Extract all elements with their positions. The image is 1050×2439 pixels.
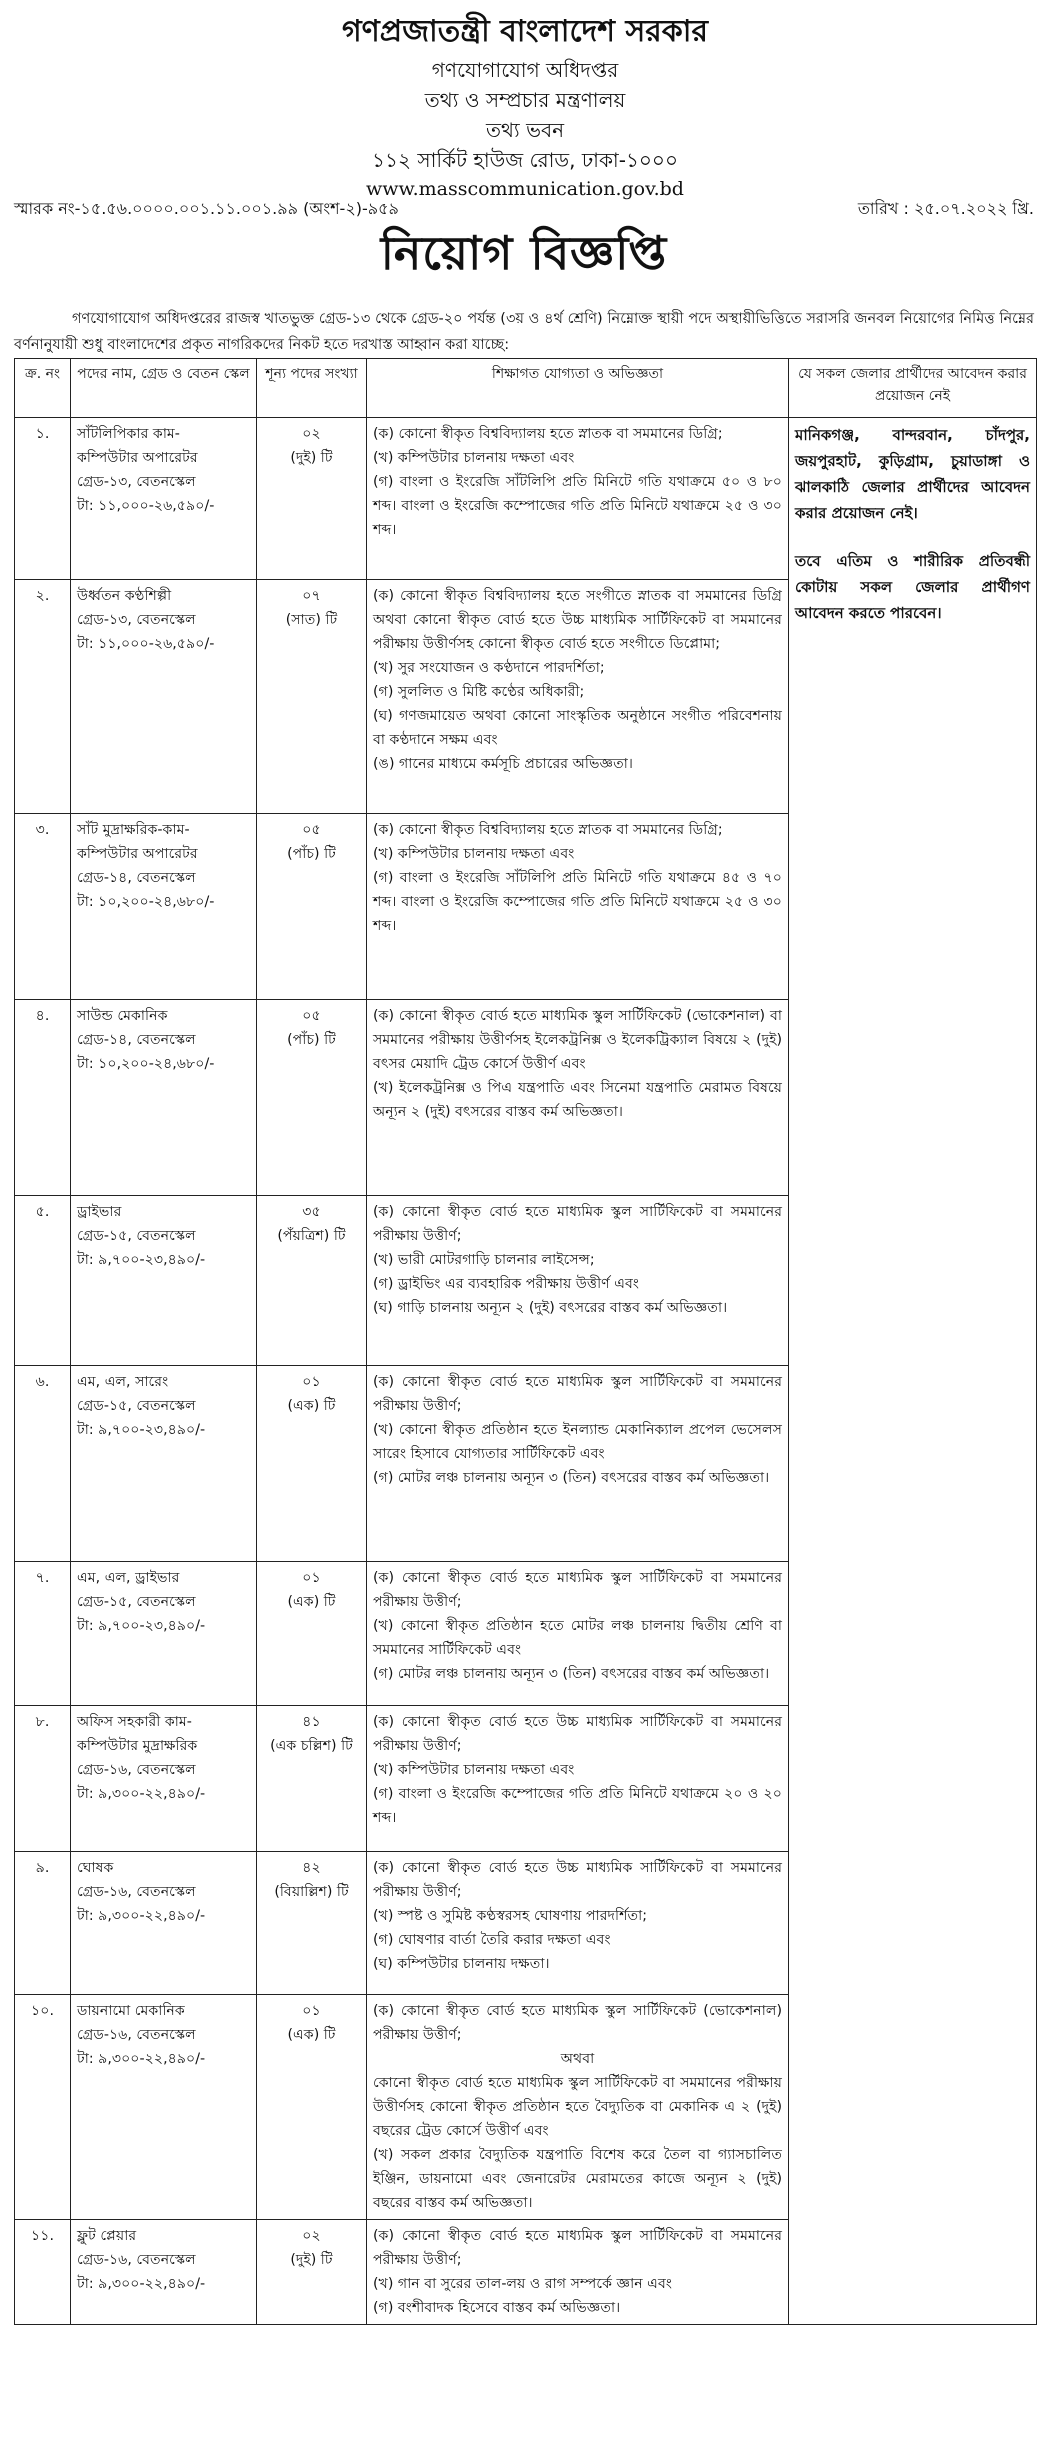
vacancy-count: ০৫: [302, 822, 321, 838]
qualification-item: (ক) কোনো স্বীকৃত বিশ্ববিদ্যালয় হতে স্নাতক বা সমমানের ডিগ্রি;: [373, 426, 723, 442]
row-vacancy: [257, 1995, 367, 2220]
qualification-item: (গ) বাংলা ও ইংরেজি কম্পোজের গতি প্রতি মিনিটে যথাক্রমে ২০ ও ২০ শব্দ।: [373, 1786, 782, 1826]
vacancy-count-words: (এক) টি: [287, 2027, 336, 2043]
post-line: এম, এল, সারেং: [77, 1374, 169, 1390]
row-qualification: [367, 1852, 789, 1995]
vacancy-count: ০২: [302, 426, 321, 442]
qualification-item: (খ) সকল প্রকার বৈদ্যুতিক যন্ত্রপাতি বিশেষ করে তৈল বা গ্যাসচালিত ইঞ্জিন, ডায়নামো এবং জেনারেটর মেরামতের কাজে অন্যূন ২ (দুই) বছরের বাস্তব কর্ম অভিজ্ঞতা।: [373, 2147, 782, 2211]
qualification-item: (ক) কোনো স্বীকৃত বোর্ড হতে মাধ্যমিক স্কুল সার্টিফিকেট বা সমমানের পরীক্ষায় উত্তীর্ণ;: [373, 1204, 782, 1244]
post-line: ঘোষক: [77, 1860, 114, 1876]
post-line: টা: ৯,৭০০-২৩,৪৯০/-: [77, 1252, 206, 1268]
row-vacancy: [257, 1196, 367, 1366]
vacancy-count: ০৭: [302, 588, 321, 604]
row-serial: ৪.: [15, 1000, 71, 1196]
vacancy-count-words: (দুই) টি: [290, 450, 333, 466]
post-line: টা: ১০,২০০-২৪,৬৮০/-: [77, 1056, 215, 1072]
qualification-item: (খ) কোনো স্বীকৃত প্রতিষ্ঠান হতে মোটর লঞ্চ চালনায় দ্বিতীয় শ্রেণি বা সমমানের সার্টিফিকেট এবং: [373, 1618, 782, 1658]
qualification-item: (ক) কোনো স্বীকৃত বোর্ড হতে মাধ্যমিক স্কুল সার্টিফিকেট বা সমমানের পরীক্ষায় উত্তীর্ণ;: [373, 1570, 782, 1610]
post-line: এম, এল, ড্রাইভার: [77, 1570, 180, 1586]
post-line: গ্রেড-১৬, বেতনস্কেল: [77, 1884, 196, 1900]
vacancy-count-words: (এক) টি: [287, 1594, 336, 1610]
vacancy-count-words: (বিয়াল্লিশ) টি: [274, 1884, 349, 1900]
qualification-item: (গ) ঘোষণার বার্তা তৈরি করার দক্ষতা এবং: [373, 1932, 611, 1948]
post-line: টা: ৯,৩০০-২২,৪৯০/-: [77, 2051, 206, 2067]
row-serial: ২.: [15, 580, 71, 814]
qualification-item: (ক) কোনো স্বীকৃত বোর্ড হতে উচ্চ মাধ্যমিক সার্টিফিকেট বা সমমানের পরীক্ষায় উত্তীর্ণ;: [373, 1860, 782, 1900]
post-line: গ্রেড-১৬, বেতনস্কেল: [77, 1762, 196, 1778]
qualification-item: (ক) কোনো স্বীকৃত বোর্ড হতে মাধ্যমিক স্কুল সার্টিফিকেট (ভোকেশনাল) বা সমমানের পরীক্ষায় উত্তীর্ণসহ ইলেকট্রনিক্স ও ইলেকট্রিক্যাল বিষয়ে ২ (দুই) বৎসর মেয়াদি ট্রেড কোর্সে উত্তীর্ণ এবং: [373, 1008, 782, 1072]
qualification-item: (খ) কম্পিউটার চালনায় দক্ষতা এবং: [373, 846, 575, 862]
qualification-item: (গ) বাংলা ও ইংরেজি সাঁটলিপি প্রতি মিনিটে গতি যথাক্রমে ৫০ ও ৮০ শব্দ। বাংলা ও ইংরেজি কম্পোজের গতি প্রতি মিনিটে যথাক্রমে ২৫ ও ৩০ শব্দ।: [373, 474, 782, 538]
office-address: ১১২ সার্কিট হাউজ রোড, ঢাকা-১০০০: [372, 148, 678, 172]
vacancy-count-words: (পাঁচ) টি: [287, 846, 336, 862]
post-line: কম্পিউটার মুদ্রাক্ষরিক: [77, 1738, 198, 1754]
qualification-item: (খ) স্পষ্ট ও সুমিষ্ট কণ্ঠস্বরসহ ঘোষণায় পারদর্শিতা;: [373, 1908, 648, 1924]
row-post: [71, 1995, 257, 2220]
post-line: সাঁটলিপিকার কাম-: [77, 426, 180, 442]
post-line: টা: ১১,০০০-২৬,৫৯০/-: [77, 636, 215, 652]
post-line: গ্রেড-১৫, বেতনস্কেল: [77, 1398, 196, 1414]
row-qualification: [367, 1562, 789, 1706]
qualification-item: (ঘ) গণজমায়েত অথবা কোনো সাংস্কৃতিক অনুষ্ঠানে সংগীত পরিবেশনায় বা কণ্ঠদানে সক্ষম এবং: [373, 708, 782, 748]
qualification-item: (ঙ) গানের মাধ্যমে কর্মসূচি প্রচারের অভিজ্ঞতা।: [373, 756, 633, 772]
row-post: [71, 1852, 257, 1995]
vacancy-count-words: (এক) টি: [287, 1398, 336, 1414]
row-serial: ৫.: [15, 1196, 71, 1366]
post-line: ড্রাইভার: [77, 1204, 122, 1220]
row-post: [71, 580, 257, 814]
row-vacancy: [257, 1366, 367, 1562]
post-line: সাঁট মুদ্রাক্ষরিক-কাম-: [77, 822, 190, 838]
website-link[interactable]: www.masscommunication.gov.bd: [366, 178, 684, 200]
post-line: টা: ১০,২০০-২৪,৬৮০/-: [77, 894, 215, 910]
qualification-item: (ক) কোনো স্বীকৃত বিশ্ববিদ্যালয় হতে সংগীতে স্নাতক বা সমমানের ডিগ্রি অথবা কোনো স্বীকৃত বোর্ড হতে উচ্চ মাধ্যমিক সার্টিফিকেট বা সমমানের পরীক্ষায় উত্তীর্ণসহ কোনো স্বীকৃত বোর্ড হতে সংগীতে ডিপ্লোমা;: [373, 588, 782, 652]
intro-paragraph: গণযোগাযোগ অধিদপ্তরের রাজস্ব খাতভুক্ত গ্রেড-১৩ থেকে গ্রেড-২০ পর্যন্ত (৩য় ও ৪র্থ শ্রেণি) নিম্নোক্ত স্থায়ী পদে অস্থায়ীভিত্তিতে সরাসরি জনবল নিয়োগের নিমিত্ত নিম্নের বর্ণনানুযায়ী শুধু বাংলাদেশের প্রকৃত নাগরিকদের নিকট হতে দরখাস্ত আহ্বান করা যাচ্ছে:: [14, 311, 1034, 353]
row-qualification: [367, 1196, 789, 1366]
post-line: গ্রেড-১৬, বেতনস্কেল: [77, 2252, 196, 2268]
exempt-districts: মানিকগঞ্জ, বান্দরবান, চাঁদপুর, জয়পুরহাট, কুড়িগ্রাম, চুয়াডাঙ্গা ও ঝালকাঠি জেলার প্রার্থীদের আবেদন করার প্রয়োজন নেই।: [795, 426, 1030, 522]
vacancy-count: ৩৫: [302, 1204, 321, 1220]
post-line: টা: ৯,৩০০-২২,৪৯০/-: [77, 2276, 206, 2292]
department-name: গণযোগাযোগ অধিদপ্তর: [431, 58, 619, 82]
row-qualification: [367, 1366, 789, 1562]
post-line: টা: ১১,০০০-২৬,৫৯০/-: [77, 498, 215, 514]
table-body: [15, 418, 1037, 2325]
post-line: গ্রেড-১৩, বেতনস্কেল: [77, 612, 196, 628]
post-line: কম্পিউটার অপারেটর: [77, 846, 198, 862]
qualification-item: (গ) বংশীবাদক হিসেবে বাস্তব কর্ম অভিজ্ঞতা।: [373, 2300, 621, 2316]
qualification-item: (গ) সুললিত ও মিষ্টি কণ্ঠের অধিকারী;: [373, 684, 585, 700]
row-serial: ১০.: [15, 1995, 71, 2220]
col-vacancy: শূন্য পদের সংখ্যা: [257, 359, 367, 418]
row-vacancy: [257, 1852, 367, 1995]
vacancy-count-words: (পঁয়ত্রিশ) টি: [277, 1228, 346, 1244]
qualification-item: (ক) কোনো স্বীকৃত বোর্ড হতে মাধ্যমিক স্কুল সার্টিফিকেট (ভোকেশনাল) পরীক্ষায় উত্তীর্ণ;: [373, 2003, 782, 2043]
qualification-item: (খ) কম্পিউটার চালনায় দক্ষতা এবং: [373, 450, 575, 466]
row-serial: ৮.: [15, 1706, 71, 1852]
ministry-name: তথ্য ও সম্প্রচার মন্ত্রণালয়: [424, 88, 626, 112]
row-vacancy: [257, 580, 367, 814]
row-qualification: [367, 580, 789, 814]
quota-exception: তবে এতিম ও শারীরিক প্রতিবন্ধী কোটায় সকল জেলার প্রার্থীগণ আবেদন করতে পারবেন।: [795, 552, 1030, 622]
post-line: ডায়নামো মেকানিক: [77, 2003, 185, 2019]
district-exemption-cell: [789, 418, 1037, 2325]
row-qualification: [367, 2220, 789, 2325]
post-line: টা: ৯,৭০০-২৩,৪৯০/-: [77, 1422, 206, 1438]
post-line: সাউন্ড মেকানিক: [77, 1008, 168, 1024]
row-serial: ৭.: [15, 1562, 71, 1706]
post-line: গ্রেড-১৪, বেতনস্কেল: [77, 1032, 196, 1048]
government-name: গণপ্রজাতন্ত্রী বাংলাদেশ সরকার: [342, 14, 708, 49]
qualification-item: কোনো স্বীকৃত বোর্ড হতে মাধ্যমিক স্কুল সার্টিফিকেট বা সমমানের পরীক্ষায় উত্তীর্ণসহ কোনো স্বীকৃত প্রতিষ্ঠান হতে বৈদ্যুতিক বা মেকানিক এ ২ (দুই) বছরের ট্রেড কোর্সে উত্তীর্ণ এবং: [373, 2075, 782, 2139]
row-post: [71, 418, 257, 580]
post-line: গ্রেড-১৬, বেতনস্কেল: [77, 2027, 196, 2043]
post-line: অফিস সহকারী কাম-: [77, 1714, 192, 1730]
row-qualification: [367, 1000, 789, 1196]
qualification-item: (ক) কোনো স্বীকৃত বোর্ড হতে উচ্চ মাধ্যমিক সার্টিফিকেট বা সমমানের পরীক্ষায় উত্তীর্ণ;: [373, 1714, 782, 1754]
row-serial: ১.: [15, 418, 71, 580]
qualification-item: (গ) মোটর লঞ্চ চালনায় অন্যূন ৩ (তিন) বৎসরের বাস্তব কর্ম অভিজ্ঞতা।: [373, 1666, 770, 1682]
qualification-item: (গ) বাংলা ও ইংরেজি সাঁটলিপি প্রতি মিনিটে গতি যথাক্রমে ৪৫ ও ৭০ শব্দ। বাংলা ও ইংরেজি কম্পোজের গতি প্রতি মিনিটে যথাক্রমে ২৫ ও ৩০ শব্দ।: [373, 870, 782, 934]
row-vacancy: [257, 2220, 367, 2325]
row-post: [71, 1706, 257, 1852]
post-line: টা: ৯,৭০০-২৩,৪৯০/-: [77, 1618, 206, 1634]
post-line: টা: ৯,৩০০-২২,৪৯০/-: [77, 1786, 206, 1802]
row-post: [71, 1366, 257, 1562]
vacancy-count: ৪২: [302, 1860, 321, 1876]
col-post: পদের নাম, গ্রেড ও বেতন স্কেল: [71, 359, 257, 418]
row-post: [71, 1562, 257, 1706]
qualification-item: (গ) ড্রাইভিং এর ব্যবহারিক পরীক্ষায় উত্তীর্ণ এবং: [373, 1276, 640, 1292]
qualification-item: (ঘ) গাড়ি চালনায় অন্যূন ২ (দুই) বৎসরের বাস্তব কর্ম অভিজ্ঞতা।: [373, 1300, 728, 1316]
qualification-item: (খ) কোনো স্বীকৃত প্রতিষ্ঠান হতে ইনল্যান্ড মেকানিক্যাল প্রপেল ভেসেলস সারেং হিসাবে যোগ্যতার সার্টিফিকেট এবং: [373, 1422, 782, 1462]
row-qualification: [367, 814, 789, 1000]
qualification-item: (ক) কোনো স্বীকৃত বোর্ড হতে মাধ্যমিক স্কুল সার্টিফিকেট বা সমমানের পরীক্ষায় উত্তীর্ণ;: [373, 1374, 782, 1414]
row-qualification: [367, 418, 789, 580]
post-line: টা: ৯,৩০০-২২,৪৯০/-: [77, 1908, 206, 1924]
vacancy-count: ০১: [302, 1570, 321, 1586]
letterhead: [0, 14, 1050, 201]
vacancy-count: ০২: [302, 2228, 321, 2244]
post-line: গ্রেড-১৫, বেতনস্কেল: [77, 1228, 196, 1244]
vacancy-count: ০৫: [302, 1008, 321, 1024]
page-title: নিয়োগ বিজ্ঞপ্তি: [380, 226, 668, 280]
qualification-item: (ক) কোনো স্বীকৃত বিশ্ববিদ্যালয় হতে স্নাতক বা সমমানের ডিগ্রি;: [373, 822, 723, 838]
col-qualification: শিক্ষাগত যোগ্যতা ও অভিজ্ঞতা: [367, 359, 789, 418]
row-post: [71, 2220, 257, 2325]
qualification-item: (গ) মোটর লঞ্চ চালনায় অন্যূন ৩ (তিন) বৎসরের বাস্তব কর্ম অভিজ্ঞতা।: [373, 1470, 770, 1486]
vacancy-table: [14, 358, 1037, 2325]
row-serial: ৩.: [15, 814, 71, 1000]
col-districts: যে সকল জেলার প্রার্থীদের আবেদন করার প্রয়োজন নেই: [789, 359, 1037, 418]
notice-date: তারিখ : ২৫.০৭.২০২২ খ্রি.: [857, 199, 1034, 218]
row-vacancy: [257, 1562, 367, 1706]
post-line: গ্রেড-১৫, বেতনস্কেল: [77, 1594, 196, 1610]
row-post: [71, 814, 257, 1000]
qualification-item: (খ) গান বা সুরের তাল-লয় ও রাগ সম্পর্কে জ্ঞান এবং: [373, 2276, 672, 2292]
post-line: উর্ধ্বতন কণ্ঠশিল্পী: [77, 588, 172, 604]
col-serial: ক্র. নং: [15, 359, 71, 418]
row-vacancy: [257, 1706, 367, 1852]
row-serial: ৯.: [15, 1852, 71, 1995]
vacancy-count-words: (পাঁচ) টি: [287, 1032, 336, 1048]
qualification-item: (ক) কোনো স্বীকৃত বোর্ড হতে মাধ্যমিক স্কুল সার্টিফিকেট বা সমমানের পরীক্ষায় উত্তীর্ণ;: [373, 2228, 782, 2268]
row-post: [71, 1196, 257, 1366]
vacancy-count: ০১: [302, 2003, 321, 2019]
vacancy-count-words: (দুই) টি: [290, 2252, 333, 2268]
row-qualification: [367, 1706, 789, 1852]
memo-number: স্মারক নং-১৫.৫৬.০০০০.০০১.১১.০০১.৯৯ (অংশ-২)-৯৫৯: [14, 199, 399, 218]
row-post: [71, 1000, 257, 1196]
row-qualification: [367, 1995, 789, 2220]
row-vacancy: [257, 1000, 367, 1196]
qualification-item: (খ) সুর সংযোজন ও কণ্ঠদানে পারদর্শিতা;: [373, 660, 605, 676]
post-line: গ্রেড-১৪, বেতনস্কেল: [77, 870, 196, 886]
qualification-item: (খ) ভারী মোটরগাড়ি চালনার লাইসেন্স;: [373, 1252, 595, 1268]
qualification-item: (খ) ইলেকট্রনিক্স ও পিএ যন্ত্রপাতি এবং সিনেমা যন্ত্রপাতি মেরামত বিষয়ে অন্যূন ২ (দুই) বৎসরের বাস্তব কর্ম অভিজ্ঞতা।: [373, 1080, 782, 1120]
post-line: গ্রেড-১৩, বেতনস্কেল: [77, 474, 196, 490]
qualification-item: (ঘ) কম্পিউটার চালনায় দক্ষতা।: [373, 1956, 550, 1972]
post-line: কম্পিউটার অপারেটর: [77, 450, 198, 466]
qualification-or: অথবা: [560, 2051, 595, 2067]
row-vacancy: [257, 418, 367, 580]
vacancy-count: ০১: [302, 1374, 321, 1390]
vacancy-count-words: (সাত) টি: [285, 612, 338, 628]
post-line: ফ্লুট প্লেয়ার: [77, 2228, 137, 2244]
row-serial: ১১.: [15, 2220, 71, 2325]
building-name: তথ্য ভবন: [485, 118, 565, 142]
table-header-row: [15, 359, 1037, 418]
row-serial: ৬.: [15, 1366, 71, 1562]
vacancy-count-words: (এক চল্লিশ) টি: [270, 1738, 353, 1754]
table-row: [15, 418, 1037, 580]
row-vacancy: [257, 814, 367, 1000]
vacancy-count: ৪১: [302, 1714, 321, 1730]
qualification-item: (খ) কম্পিউটার চালনায় দক্ষতা এবং: [373, 1762, 575, 1778]
